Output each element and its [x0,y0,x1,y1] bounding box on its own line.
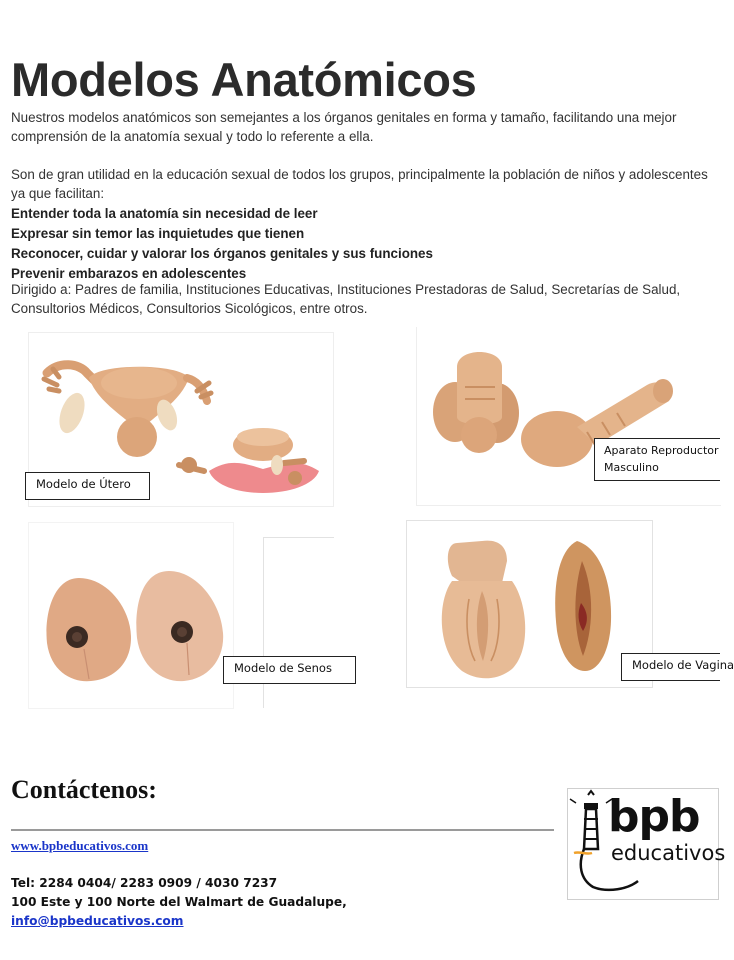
logo-brand [608,793,700,841]
intro-line-1: Nuestros modelos anatómicos son semejantes a los órganos genitales en forma y tamaño, facilitando una mejor [11,110,677,125]
contact-address: 100 Este y 100 Norte del Walmart de Guadalupe, [11,895,347,909]
vagina-model-illustration [407,521,652,687]
email-link[interactable]: info@bpbeducativos.com [11,914,184,928]
label-senos: Modelo de Senos [223,656,356,684]
benefit-item: Prevenir embarazos en adolescentes [11,266,247,281]
divider [11,829,554,831]
audience-line-1: Dirigido a: Padres de familia, Instituciones Educativas, Instituciones Prestadoras de Salud, Secretarías de Salud, [11,282,681,297]
label-masculino-line-2: Masculino [604,461,659,474]
intro-line-3: Son de gran utilidad en la educación sexual de todos los grupos, principalmente la población de niños y adolescentes [11,167,708,182]
website-link[interactable]: www.bpbeducativos.com [11,838,149,853]
intro-line-4: ya que facilitan: [11,186,105,201]
intro-line-2: comprensión de la anatomía sexual y todo lo referente a ella. [11,129,374,144]
benefit-item: Expresar sin temor las inquietudes que tienen [11,226,305,241]
label-masculino-line-1: Aparato Reproductor [604,444,719,457]
contact-phone: Tel: 2284 0404/ 2283 0909 / 4030 7237 [11,876,278,890]
audience-line-2: Consultorios Médicos, Consultorios Sicológicos, entre otros. [11,301,368,316]
label-vagina: Modelo de Vagina [621,653,720,681]
label-masculino [594,438,720,481]
benefit-item: Reconocer, cuidar y valorar los órganos genitales y sus funciones [11,246,433,261]
logo-tagline: educativos [611,841,726,865]
breast-model-photo [28,522,234,709]
bpb-logo [567,788,726,900]
vagina-model-photo [406,520,653,688]
logo-brand-text: bpb [608,791,700,842]
page-title: Modelos Anatómicos [11,53,477,106]
benefit-item: Entender toda la anatomía sin necesidad de leer [11,206,318,221]
contact-heading: Contáctenos: [11,775,157,804]
label-utero: Modelo de Útero [25,472,150,500]
breast-model-illustration [29,523,233,708]
